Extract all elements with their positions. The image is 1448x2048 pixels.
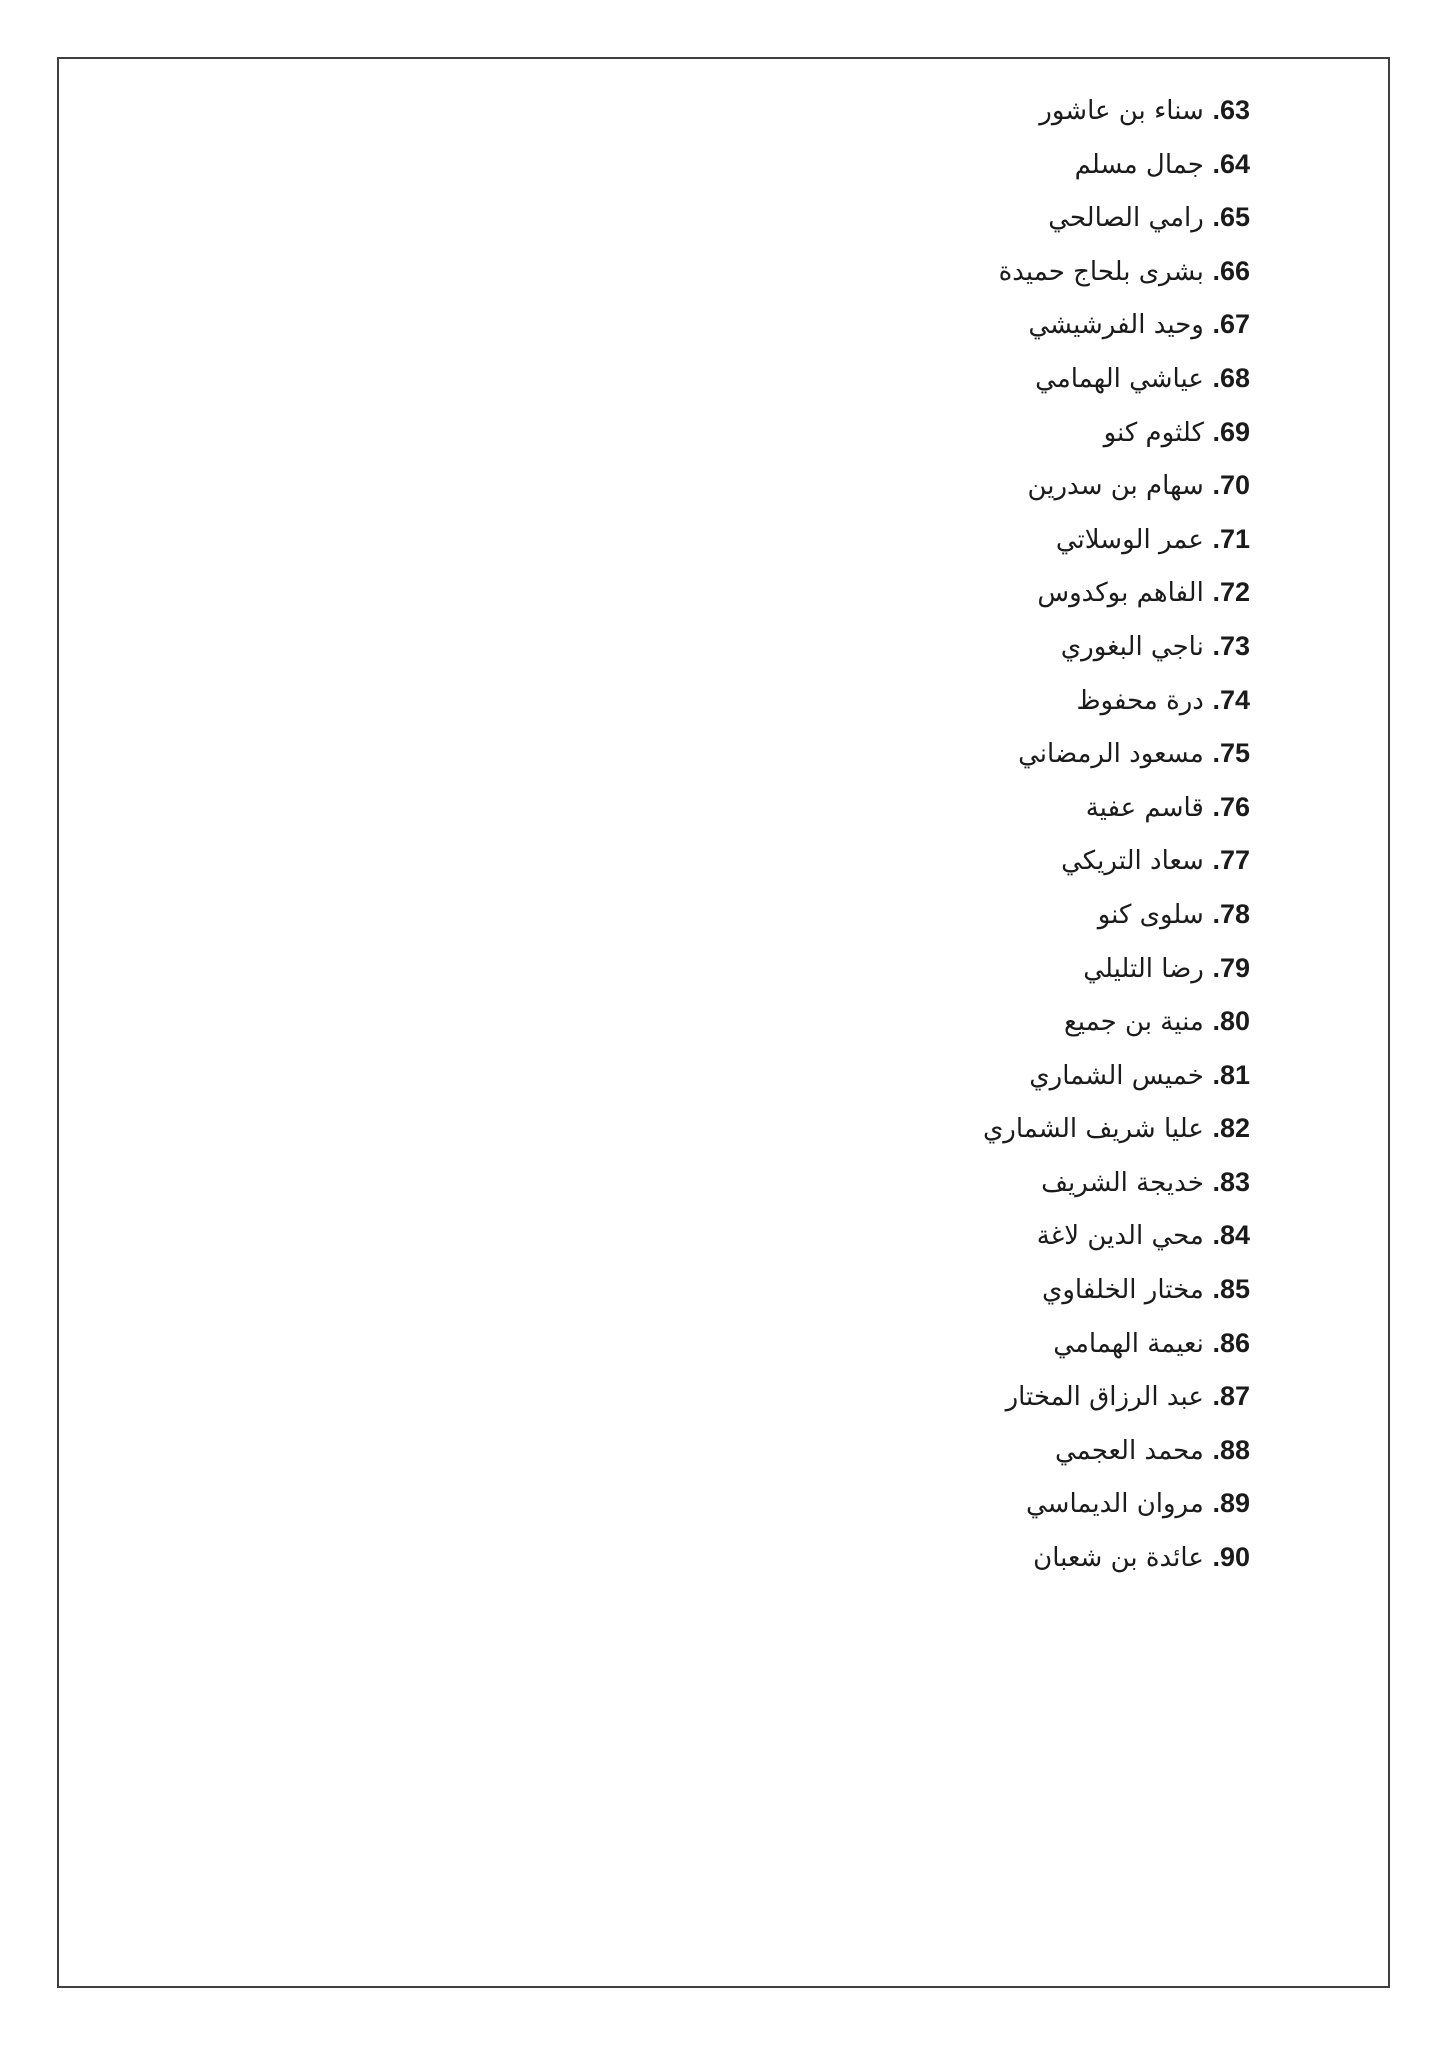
list-item bbox=[983, 513, 1250, 567]
item-number: 72. bbox=[1212, 577, 1250, 608]
list-item bbox=[983, 1209, 1250, 1263]
item-name: مختار الخلفاوي bbox=[1042, 1275, 1204, 1306]
list-item bbox=[983, 298, 1250, 352]
name-list bbox=[983, 84, 1250, 1585]
list-item bbox=[983, 1531, 1250, 1585]
item-number: 64. bbox=[1212, 148, 1250, 179]
item-name: درة محفوظ bbox=[1076, 685, 1204, 716]
list-item bbox=[983, 1370, 1250, 1424]
list-item bbox=[983, 1317, 1250, 1371]
item-name: نعيمة الهمامي bbox=[1053, 1328, 1204, 1359]
item-name: رامي الصالحي bbox=[1048, 203, 1204, 234]
list-item bbox=[983, 1156, 1250, 1210]
item-name: منية بن جميع bbox=[1063, 1007, 1204, 1038]
list-item bbox=[983, 459, 1250, 513]
list-item bbox=[983, 1102, 1250, 1156]
item-number: 83. bbox=[1212, 1166, 1250, 1197]
list-item bbox=[983, 1477, 1250, 1531]
item-number: 82. bbox=[1212, 1113, 1250, 1144]
item-number: 68. bbox=[1212, 362, 1250, 393]
item-name: عبد الرزاق المختار bbox=[1005, 1382, 1204, 1413]
item-number: 77. bbox=[1212, 845, 1250, 876]
list-item bbox=[983, 888, 1250, 942]
item-number: 90. bbox=[1212, 1542, 1250, 1573]
item-name: محمد العجمي bbox=[1055, 1435, 1204, 1466]
list-item bbox=[983, 620, 1250, 674]
list-item bbox=[983, 566, 1250, 620]
item-number: 75. bbox=[1212, 738, 1250, 769]
item-number: 79. bbox=[1212, 952, 1250, 983]
item-name: ناجي البغوري bbox=[1060, 631, 1204, 662]
item-number: 63. bbox=[1212, 95, 1250, 125]
item-number: 70. bbox=[1212, 470, 1250, 501]
item-number: 74. bbox=[1212, 684, 1250, 715]
item-number: 85. bbox=[1212, 1274, 1250, 1305]
item-name: الفاهم بوكدوس bbox=[1037, 578, 1204, 609]
item-name: سناء بن عاشور bbox=[1039, 96, 1204, 126]
item-name: عمر الوسلاتي bbox=[1055, 524, 1204, 555]
list-item bbox=[983, 781, 1250, 835]
item-name: قاسم عفية bbox=[1085, 792, 1204, 823]
item-number: 66. bbox=[1212, 255, 1250, 286]
item-name: جمال مسلم bbox=[1074, 149, 1204, 180]
list-item bbox=[983, 727, 1250, 781]
item-name: خميس الشماري bbox=[1029, 1060, 1204, 1091]
item-number: 87. bbox=[1212, 1381, 1250, 1412]
list-item bbox=[983, 674, 1250, 728]
item-number: 88. bbox=[1212, 1434, 1250, 1465]
item-name: كلثوم كنو bbox=[1103, 417, 1204, 448]
item-number: 67. bbox=[1212, 309, 1250, 340]
item-number: 78. bbox=[1212, 898, 1250, 929]
item-name: عائدة بن شعبان bbox=[1033, 1543, 1204, 1574]
item-name: وحيد الفرشيشي bbox=[1028, 310, 1204, 341]
list-item bbox=[983, 84, 1250, 138]
item-name: سهام بن سدرين bbox=[1027, 471, 1204, 502]
item-name: سعاد التريكي bbox=[1061, 846, 1204, 877]
list-item bbox=[983, 191, 1250, 245]
item-name: خديجة الشريف bbox=[1041, 1167, 1204, 1198]
list-item bbox=[983, 138, 1250, 192]
item-number: 69. bbox=[1212, 416, 1250, 447]
item-number: 76. bbox=[1212, 791, 1250, 822]
item-number: 84. bbox=[1212, 1220, 1250, 1251]
list-item bbox=[983, 834, 1250, 888]
item-name: بشرى بلحاج حميدة bbox=[998, 256, 1204, 287]
list-item bbox=[983, 406, 1250, 460]
item-number: 65. bbox=[1212, 202, 1250, 233]
item-number: 80. bbox=[1212, 1006, 1250, 1037]
list-item bbox=[983, 245, 1250, 299]
list-item bbox=[983, 1263, 1250, 1317]
list-item bbox=[983, 1424, 1250, 1478]
list-item bbox=[983, 352, 1250, 406]
item-name: سلوى كنو bbox=[1097, 899, 1204, 930]
item-number: 81. bbox=[1212, 1059, 1250, 1090]
list-item bbox=[983, 995, 1250, 1049]
list-item bbox=[983, 1049, 1250, 1103]
item-name: عليا شريف الشماري bbox=[982, 1114, 1204, 1145]
item-number: 89. bbox=[1212, 1488, 1250, 1519]
item-number: 73. bbox=[1212, 630, 1250, 661]
item-name: رضا التليلي bbox=[1083, 953, 1204, 984]
list-item bbox=[983, 942, 1250, 996]
item-name: مروان الديماسي bbox=[1025, 1489, 1204, 1520]
item-name: مسعود الرمضاني bbox=[1018, 739, 1204, 770]
item-name: عياشي الهمامي bbox=[1035, 363, 1204, 394]
item-number: 71. bbox=[1212, 523, 1250, 554]
item-name: محي الدين لاغة bbox=[1036, 1221, 1204, 1252]
item-number: 86. bbox=[1212, 1327, 1250, 1358]
